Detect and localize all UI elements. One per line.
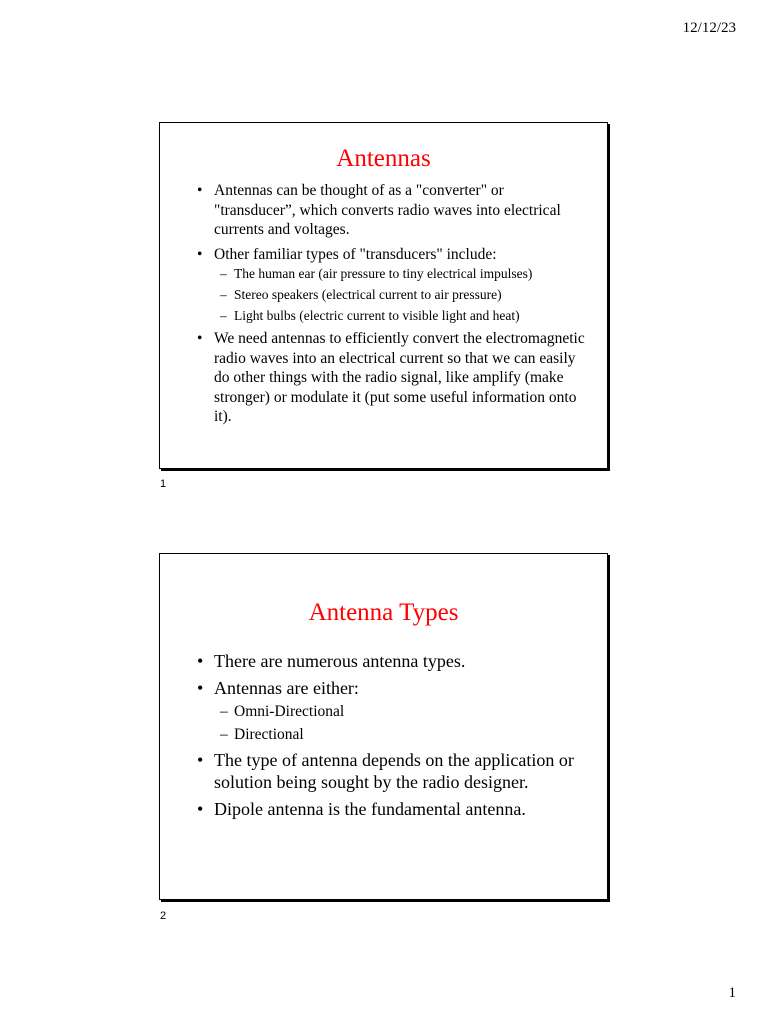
bullet-text: We need antennas to efficiently convert the electromagnetic radio waves into an electrical current so that we can easily do other things with the radio signal, like amplify (make stronger) or modulate it (put some useful information onto it). bbox=[214, 330, 585, 425]
handout-date: 12/12/23 bbox=[682, 20, 736, 36]
sub-bullet-list bbox=[234, 702, 587, 744]
bullet-item bbox=[214, 749, 587, 793]
sub-bullet-item: – Omni-Directional bbox=[234, 702, 587, 721]
bullet-item bbox=[214, 329, 587, 427]
bullet-list bbox=[214, 650, 587, 820]
sub-bullet-item: – Stereo speakers (electrical current to air pressure) bbox=[234, 286, 587, 303]
bullet-item bbox=[214, 650, 587, 672]
bullet-text: Dipole antenna is the fundamental antenna. bbox=[214, 799, 526, 819]
bullet-text: The type of antenna depends on the application or solution being sought by the radio designer. bbox=[214, 750, 574, 792]
slide-title: Antenna Types bbox=[308, 599, 459, 626]
sub-bullet-list bbox=[234, 265, 587, 324]
bullet-list bbox=[214, 181, 587, 427]
bullet-text: Antennas are either: bbox=[214, 678, 359, 698]
slide-2 bbox=[159, 553, 608, 900]
bullet-text: Other familiar types of "transducers" include: bbox=[214, 245, 497, 263]
bullet-item bbox=[214, 677, 587, 744]
bullet-item bbox=[214, 798, 587, 820]
sub-bullet-item: – Directional bbox=[234, 725, 587, 744]
bullet-text: There are numerous antenna types. bbox=[214, 651, 466, 671]
bullet-item bbox=[214, 245, 587, 325]
slide-number-label: 2 bbox=[160, 910, 167, 922]
slide-number-label: 1 bbox=[160, 478, 167, 490]
bullet-item bbox=[214, 181, 587, 240]
sub-bullet-item: – Light bulbs (electric current to visible light and heat) bbox=[234, 307, 587, 324]
slide-title: Antennas bbox=[336, 145, 431, 172]
slide-1 bbox=[159, 122, 608, 469]
sub-bullet-item: – The human ear (air pressure to tiny electrical impulses) bbox=[234, 265, 587, 282]
page-number: 1 bbox=[728, 985, 736, 1001]
bullet-text: Antennas can be thought of as a "converter" or "transducer”, which converts radio waves into electrical currents and voltages. bbox=[214, 182, 561, 238]
